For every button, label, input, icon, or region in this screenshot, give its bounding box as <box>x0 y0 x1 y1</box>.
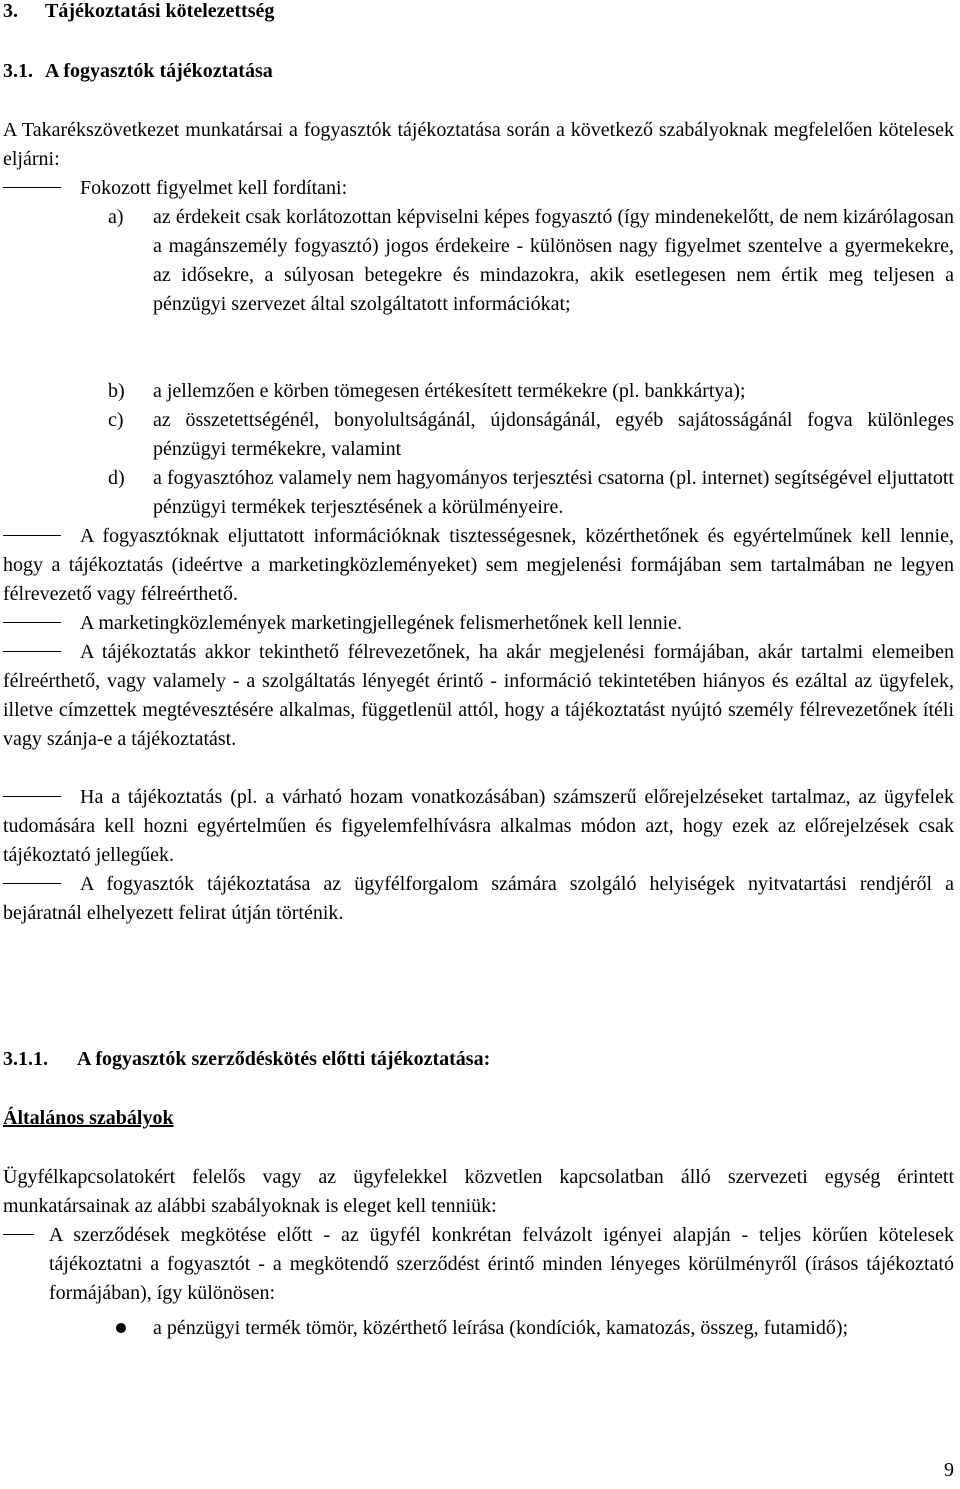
sub-item-text: a fogyasztóhoz valamely nem hagyományos terjesztési csatorna (pl. internet) segítségével eljuttatott pénzügyi termékek terjesztésének a körülményeire. <box>153 467 954 518</box>
sub-item-label: d) <box>108 467 125 489</box>
sub-item-b <box>108 377 954 406</box>
dash-item-text: Ha a tájékoztatás (pl. a várható hozam vonatkozásában) számszerű előrejelzéseket tartalmaz, az ügyfelek tudomására kell hozni egyértelműen és figyelemfelhívásra alkalmas módon azt, hogy ezek az előrejelzések csak tájékoztató jellegűek. <box>3 786 954 866</box>
subheading-general-rules: Általános szabályok <box>3 1107 174 1129</box>
dash-item-6 <box>3 870 954 928</box>
bullet-item-text: a pénzügyi termék tömör, közérthető leírása (kondíciók, kamatozás, összeg, futamidő); <box>153 1317 849 1339</box>
page-number: 9 <box>944 1459 954 1481</box>
dash-item-text: A tájékoztatás akkor tekinthető félrevezetőnek, ha akár megjelenési formájában, akár tartalmi elemeiben félreérthető, vagy valamely - a szolgáltatás lényegét érintő - információ tekintetében hiányos és ezáltal az ügyfelek, illetve címzettek megtévesztésére alkalmas, függetlenül attól, hogy a tájékoztatást nyújtó személy félrevezetőnek ítéli vagy szánja-e a tájékoztatást. <box>3 641 954 750</box>
dash-marker <box>3 1234 34 1235</box>
sub-item-d <box>108 464 954 522</box>
sub-item-text: az érdekeit csak korlátozottan képviselni képes fogyasztó (így mindenekelőtt, de nem kizárólagosan a magánszemély fogyasztó) jogos érdekeire - különösen nagy figyelmet szentelve a gyermekekre, az idősekre, a súlyosan betegekre és mindazokra, akik esetlegesen nem értik meg teljesen a pénzügyi szervezet által szolgáltatott információkat; <box>153 206 954 315</box>
dash-item-text: A fogyasztóknak eljuttatott információknak tisztességesnek, közérthetőnek és egyértelműnek kell lennie, hogy a tájékoztatás (ideértve a marketingközleményeket) sem megjelenési formájában sem tartalmában ne legyen félrevezető vagy félreérthető. <box>3 525 954 605</box>
dash-item-5 <box>3 783 954 870</box>
sub-item-label: c) <box>108 409 124 431</box>
general-dash-item <box>3 1221 954 1308</box>
sub-item-label: a) <box>108 206 124 228</box>
bullet-item-1 <box>108 1314 954 1343</box>
dash-item-text: A marketingközlemények marketingjellegének felismerhetőnek kell lennie. <box>80 612 683 634</box>
dash-marker <box>3 651 61 652</box>
sub-item-a <box>108 203 954 319</box>
dash-item-1 <box>3 174 954 203</box>
heading-number: 3. <box>3 0 18 22</box>
general-paragraph: Ügyfélkapcsolatokért felelős vagy az ügyfelekkel közvetlen kapcsolatban álló szervezeti egység érintett munkatársainak az alábbi szabályoknak is eleget kell tenniük: <box>3 1166 954 1217</box>
dash-marker <box>3 796 61 797</box>
dash-item-3 <box>3 609 954 638</box>
dash-item-2 <box>3 522 954 609</box>
bullet-marker <box>116 1323 126 1333</box>
sub-item-text: az összetettségénél, bonyolultságánál, újdonságánál, egyéb sajátosságánál fogva különleges pénzügyi termékekre, valamint <box>153 409 954 460</box>
heading-section-3-1-1 <box>3 1045 490 1074</box>
heading-section-3-1 <box>3 57 273 86</box>
dash-marker <box>3 883 61 884</box>
sub-item-label: b) <box>108 380 125 402</box>
dash-item-text: A szerződések megkötése előtt - az ügyfél konkrétan felvázolt igényei alapján - teljes körűen kötelesek tájékoztatni a fogyasztót - a megkötendő szerződést érintő minden lényeges körülményről (írásos tájékoztató formájában), így különösen: <box>49 1224 954 1304</box>
heading-title: A fogyasztók szerződéskötés előtti tájékoztatása: <box>77 1048 491 1070</box>
dash-item-4 <box>3 638 954 754</box>
dash-item-text: A fogyasztók tájékoztatása az ügyfélforgalom számára szolgáló helyiségek nyitvatartási rendjéről a bejáratnál elhelyezett felirat útján történik. <box>3 873 954 924</box>
heading-section-3 <box>3 0 274 26</box>
heading-number: 3.1. <box>3 60 33 82</box>
heading-title: A fogyasztók tájékoztatása <box>45 60 273 82</box>
heading-number: 3.1.1. <box>3 1048 48 1070</box>
dash-item-text: Fokozott figyelmet kell fordítani: <box>80 177 348 199</box>
dash-marker <box>3 622 61 623</box>
sub-item-c <box>108 406 954 464</box>
heading-title: Tájékoztatási kötelezettség <box>45 0 275 22</box>
dash-marker <box>3 187 61 188</box>
dash-marker <box>3 535 61 536</box>
intro-paragraph: A Takarékszövetkezet munkatársai a fogyasztók tájékoztatása során a következő szabályoknak megfelelően kötelesek eljárni: <box>3 119 954 170</box>
sub-item-text: a jellemzően e körben tömegesen értékesített termékekre (pl. bankkártya); <box>153 380 746 402</box>
